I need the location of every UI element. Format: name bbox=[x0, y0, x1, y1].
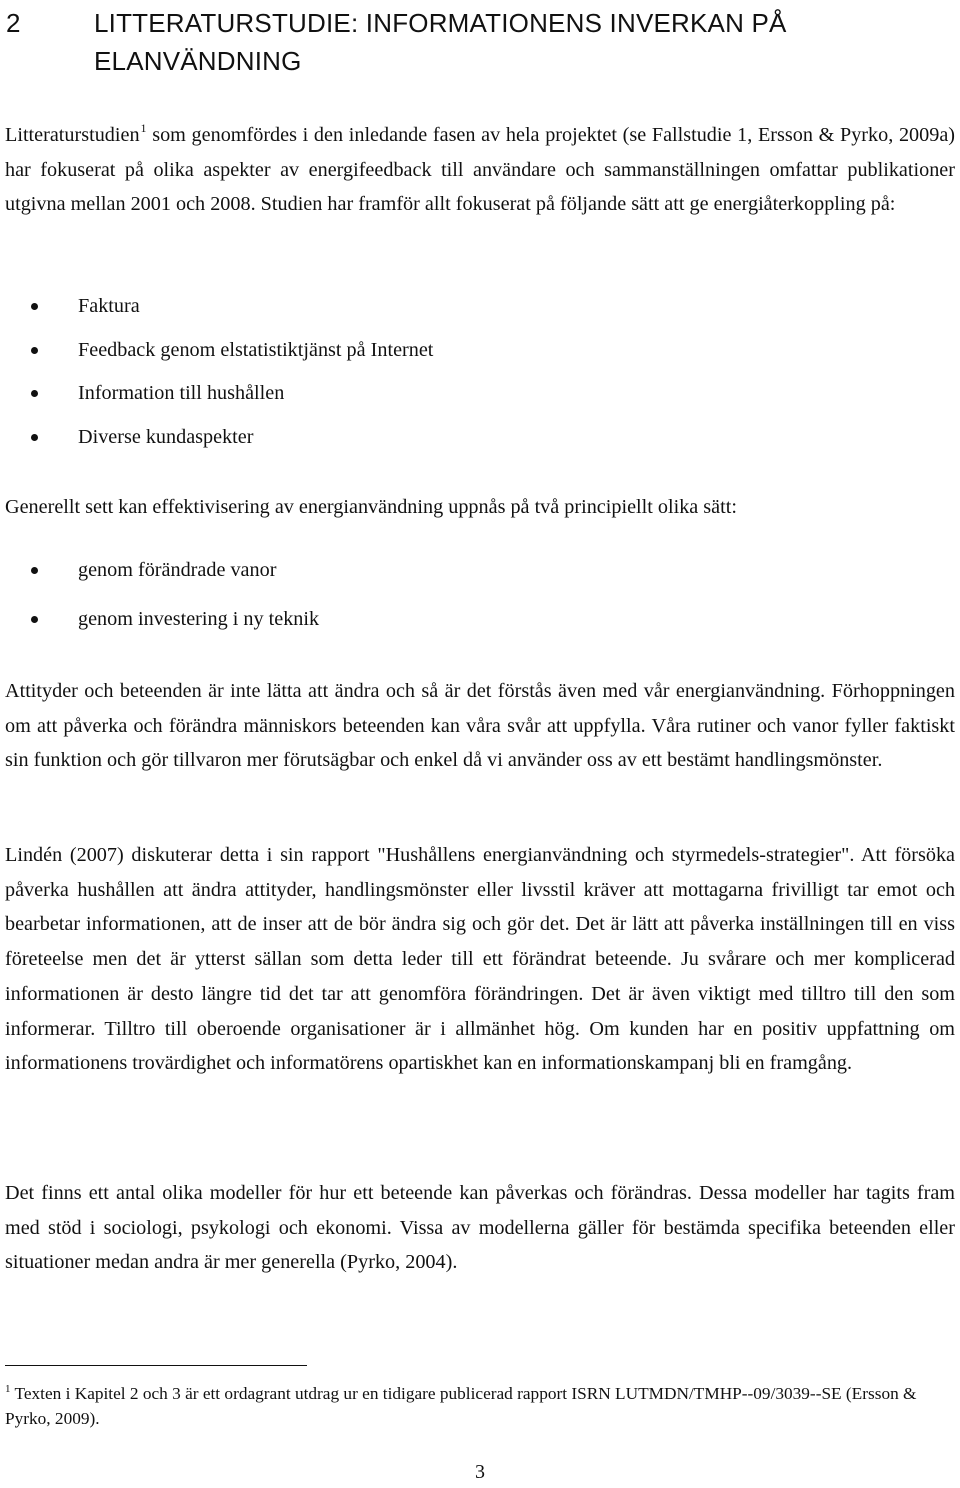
chapter-title: LITTERATURSTUDIE: INFORMATIONENS INVERKAN PÅ ELANVÄNDNING bbox=[94, 8, 787, 76]
list-item-text: Information till hushållen bbox=[78, 382, 285, 404]
list-item bbox=[0, 421, 433, 465]
list-item bbox=[0, 603, 319, 652]
bullet-icon bbox=[31, 390, 38, 397]
footnote-separator bbox=[5, 1365, 307, 1366]
footnote bbox=[5, 1381, 955, 1431]
chapter-number: 2 bbox=[6, 8, 21, 38]
methods-list bbox=[0, 554, 319, 651]
paragraph-attitudes: Attityder och beteenden är inte lätta att ändra och så är det förstås även med vår energianvändning. Förhoppningen om att påverka och förändra människors beteenden kan våra svår att uppfylla. Våra rutiner och vanor fyller faktiskt sin funktion och gör tillvaron mer förutsägbar och enkel då vi använder oss av ett bestämt handlingsmönster. bbox=[5, 680, 955, 772]
list-item-text: Faktura bbox=[78, 295, 140, 317]
bullet-icon bbox=[31, 303, 38, 310]
feedback-list bbox=[0, 290, 433, 464]
paragraph-models: Det finns ett antal olika modeller för hur ett beteende kan påverkas och förändras. Dessa modeller har tagits fram med stöd i sociologi, psykologi och ekonomi. Vissa av modellerna gäller för bestämda specifika beteenden eller situationer medan andra är mer generella (Pyrko, 2004). bbox=[5, 1182, 955, 1274]
list-item bbox=[0, 290, 433, 334]
footnote-mark: 1 bbox=[5, 1383, 11, 1395]
list-item bbox=[0, 554, 319, 603]
footnote-text: Texten i Kapitel 2 och 3 är ett ordagrant utdrag ur en tidigare publicerad rapport ISRN LUTMDN/TMHP--09/3039--SE (Ersson & Pyrko, 2009). bbox=[5, 1384, 917, 1428]
list-item-text: Diverse kundaspekter bbox=[78, 425, 254, 448]
list-item-text: Feedback genom elstatistiktjänst på Internet bbox=[78, 338, 434, 361]
list-item bbox=[0, 334, 433, 378]
page-number: 3 bbox=[475, 1461, 485, 1483]
footnote-reference: 1 bbox=[140, 121, 147, 135]
intro-text-start: Litteraturstudien bbox=[5, 124, 140, 146]
paragraph-linden: Lindén (2007) diskuterar detta i sin rapport "Hushållens energianvändning och styrmedels-strategier". Att försöka påverka hushållen att ändra attityder, handlingsmönster eller livsstil kräver att mottagarna frivilligt tar emot och bearbetar informationen, att de inser att de bör ändra sig och gör det. Det är lätt att påverka inställningen till en viss företeelse men det är ytterst sällan som detta leder till ett förändrat beteende. Ju svårare och mer komplicerad informationen är desto längre tid det tar att genomföra förändringen. Det är även viktigt med tilltro till den som informerar. Tilltro till oberoende organisationer är i allmänhet hög. Om kunden har en positiv uppfattning om informationens trovärdighet och informatörens opartiskhet kan en informationskampanj bli en framgång. bbox=[5, 844, 955, 1075]
bullet-icon bbox=[31, 567, 38, 574]
bullet-icon bbox=[31, 347, 38, 354]
list-item-text: genom förändrade vanor bbox=[78, 559, 277, 581]
list-item bbox=[0, 377, 433, 421]
intro-paragraph bbox=[5, 118, 955, 222]
list-item-text: genom investering i ny teknik bbox=[78, 607, 320, 630]
bullet-icon bbox=[31, 616, 38, 623]
paragraph-efficiency: Generellt sett kan effektivisering av energianvändning uppnås på två principiellt olika sätt: bbox=[5, 496, 737, 518]
intro-text-rest: som genomfördes i den inledande fasen av hela projektet (se Fallstudie 1, Ersson & Pyrko, 2009a) har fokuserat på olika aspekter av energifeedback till användare och sammanställningen omfattar publikationer utgivna mellan 2001 och 2008. Studien har framför allt fokuserat på följande sätt att ge energiåterkoppling på: bbox=[5, 124, 955, 216]
bullet-icon bbox=[31, 434, 38, 441]
